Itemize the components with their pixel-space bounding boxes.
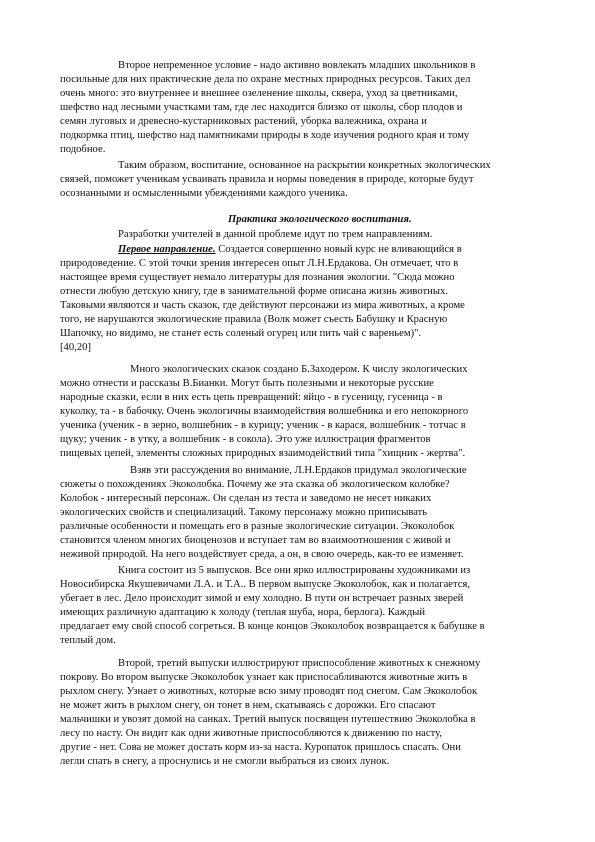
- paragraph-line: щуку; ученик - в утку, а волшебник - в сокола). Это уже иллюстрация фрагментов: [60, 434, 431, 445]
- paragraph-line: предлагает ему свой способ согреться. В конце концов Экоколобок возвращается к бабушке в: [60, 621, 485, 632]
- paragraph-line: куколку, та - в бабочку. Очень экологичны взаимодействия волшебника и его непокорного: [60, 406, 469, 417]
- paragraph-line: сюжеты о похождениях Экоколобка. Почему же эта сказка об экологическом колобке?: [60, 479, 450, 490]
- paragraph-line: различные особенности и помещать его в разные экологические ситуации. Экоколобок: [60, 521, 455, 532]
- paragraph-line: семян луговых и древесно-кустарниковых растений, уборка валежника, охрана и: [60, 116, 427, 127]
- paragraph-line: Много экологических сказок создано Б.Заходером. К числу экологических: [130, 364, 468, 375]
- paragraph-line: посильные для них практические дела по охране местных природных ресурсов. Таких дел: [60, 74, 471, 85]
- paragraph-line: легли спать в снегу, а проснулись и не смогли выбраться из своих лунок.: [60, 756, 390, 767]
- paragraph-line: Таковыми являются и часть сказок, где действуют персонажи из мира животных, а кроме: [60, 300, 465, 311]
- paragraph-line: Разработки учителей в данной проблеме идут по трем направлениям.: [118, 229, 433, 240]
- paragraph-line: Колобок - интересный персонаж. Он сделан из теста и заведомо не несет никаких: [60, 493, 432, 504]
- paragraph-line: ученика (ученик - в зерно, волшебник - в курицу; ученик - в карася, волшебник - тотчас в: [60, 420, 466, 431]
- first-direction-line: [118, 244, 462, 256]
- paragraph-line: Книга состоит из 5 выпусков. Все они ярко иллюстрированы художниками из: [118, 565, 471, 576]
- citation-reference: [40,20]: [60, 342, 92, 353]
- paragraph-line: природоведение. С этой точки зрения интересен опыт Л.Н.Ердакова. Он отмечает, что в: [60, 258, 459, 269]
- paragraph-line: убегает в лес. Дело происходит зимой и ему холодно. В пути он встречает разных зверей: [60, 593, 464, 604]
- paragraph-line: другие - нет. Сова не может достать корм из-за наста. Куропаток пришлось спасать. Они: [60, 742, 461, 753]
- paragraph-line: теплый дом.: [60, 635, 116, 646]
- paragraph-line: рыхлом снегу. Узнает о животных, которые всю зиму проводят под снегом. Сам Экоколобок: [60, 686, 478, 697]
- paragraph-line: пищевых цепей, элементы сложных природных взаимодействий типа "хищник - жертва".: [60, 448, 466, 459]
- paragraph-line: имеющих различную адаптацию к холоду (теплая шуба, нора, берлога). Каждый: [60, 607, 426, 618]
- first-direction-rest: Создается совершенно новый курс не вливающийся в: [215, 244, 462, 255]
- paragraph-line: шефство над лесными участками там, где лес находится близко от школы, сбор плодов и: [60, 102, 463, 113]
- first-direction-label: Первое направление.: [118, 244, 216, 255]
- paragraph-line: осознанными и осмысленными убеждениями каждого ученика.: [60, 188, 348, 199]
- paragraph-line: Второе непременное условие - надо активно вовлекать младших школьников в: [118, 60, 476, 71]
- paragraph-line: неживой природой. На него воздействует среда, а он, в свою очередь, как-то ее изменяет.: [60, 549, 464, 560]
- paragraph-line: Новосибирска Якушевичами Л.А. и Т.А.. В первом выпуске Экоколобок, как и полагается,: [60, 579, 471, 590]
- paragraph-line: того, не нарушаются экологические правила (Волк может съесть Бабушку и Красную: [60, 314, 448, 325]
- paragraph-line: экологических свойств и специализаций. Такому персонажу можно приписывать: [60, 507, 428, 518]
- paragraph-line: покрову. Во втором выпуске Экоколобок узнает как приспосабливаются животные жить в: [60, 672, 468, 683]
- paragraph-line: отнести любую детскую книгу, где в занимательной форме описана жизнь животных.: [60, 286, 448, 297]
- paragraph-line: Шапочку, но видимо, не станет есть соленый огурец или пить чай с вареньем)".: [60, 328, 422, 339]
- paragraph-line: Второй, третий выпуски иллюстрируют приспособление животных к снежному: [118, 658, 481, 669]
- paragraph-line: связей, поможет ученикам усваивать правила и нормы поведения в природе, которые будут: [60, 174, 474, 185]
- paragraph-line: становится членом многих биоценозов и вступает там во взаимоотношения с живой и: [60, 535, 451, 546]
- paragraph-line: не может жить в рыхлом снегу, он тонет в нем, скатываясь с дорожки. Его спасают: [60, 700, 436, 711]
- paragraph-line: настоящее время существует немало литературы для познания экологии. "Сюда можно: [60, 272, 455, 283]
- section-heading: Практика экологического воспитания.: [228, 214, 412, 225]
- paragraph-line: лесу по насту. Он видит как одни животные приспособляются к движению по насту,: [60, 728, 443, 739]
- paragraph-line: подобное.: [60, 144, 106, 155]
- paragraph-line: очень много: это внутреннее и внешнее озеленение школы, сквера, уход за цветниками,: [60, 88, 458, 99]
- paragraph-line: можно отнести и рассказы В.Бианки. Могут быть полезными и некоторые русские: [60, 378, 434, 389]
- paragraph-line: народные сказки, если в них есть цепь превращений: яйцо - в гусеницу, гусеница - в: [60, 392, 443, 403]
- paragraph-line: Взяв эти рассуждения во внимание, Л.Н.Ердаков придумал экологические: [130, 465, 467, 476]
- paragraph-line: подкормка птиц, шефство над памятниками природы в ходе изучения родного края и тому: [60, 130, 470, 141]
- paragraph-line: мальчишки и увозят домой на санках. Третий выпуск посвящен путешествию Экоколобка в: [60, 714, 476, 725]
- paragraph-line: Таким образом, воспитание, основанное на раскрытии конкретных экологических: [118, 160, 491, 171]
